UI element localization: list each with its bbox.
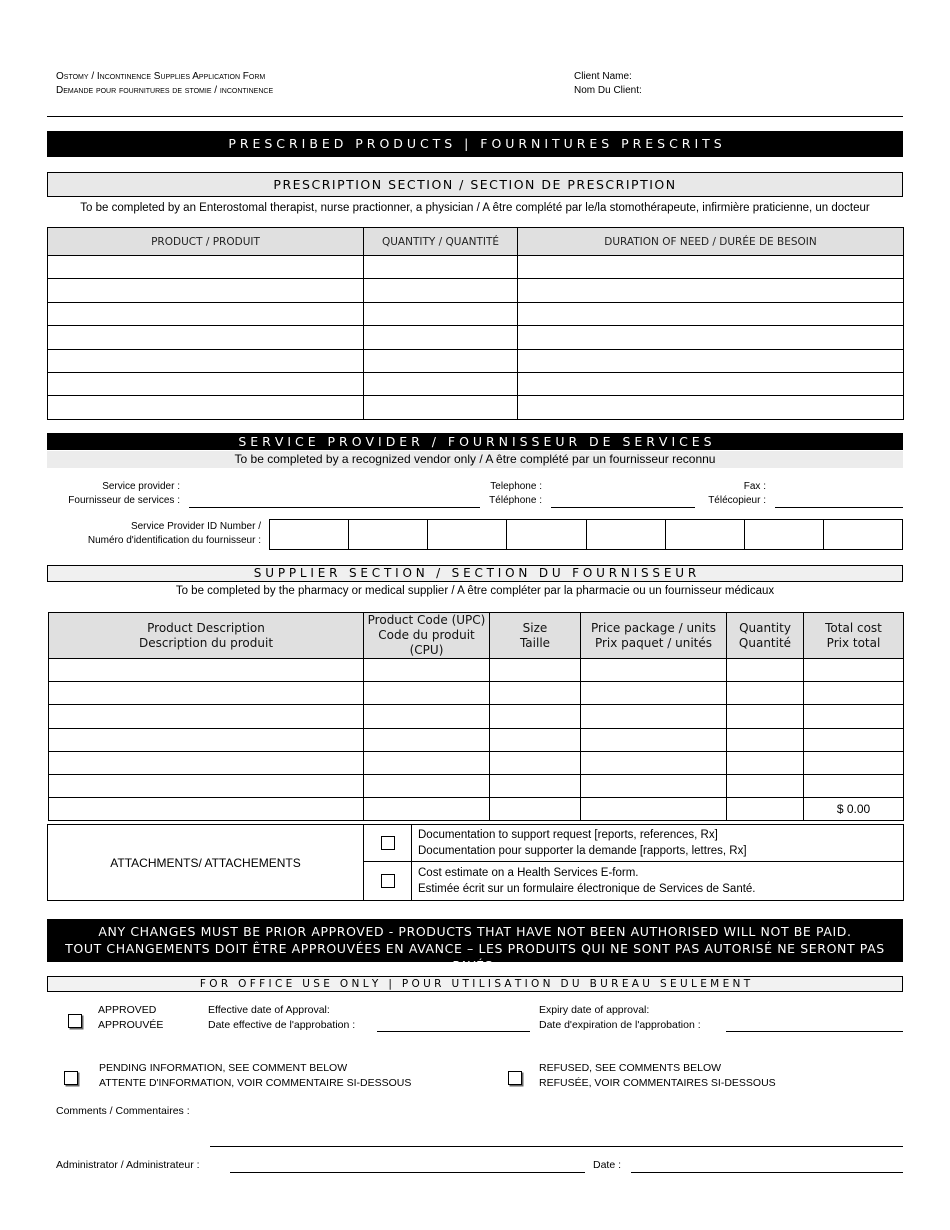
client-name-en: Client Name:: [574, 71, 632, 82]
supplier-cell[interactable]: [490, 798, 581, 821]
attachment-docs-fr: Documentation pour supporter la demande [rapports, lettres, Rx]: [418, 845, 747, 858]
provider-id-box[interactable]: [270, 520, 349, 550]
supplier-note: To be completed by the pharmacy or medical supplier / A être compléter par la pharmacie ou un fournisseur médicaux: [175, 585, 775, 597]
supplier-col-header-fr: Prix paquet / unités: [594, 635, 713, 650]
pending-checkbox[interactable]: [64, 1071, 78, 1085]
provider-id-box[interactable]: [349, 520, 428, 550]
supplier-col-header-fr: Prix total: [826, 635, 881, 650]
supplier-col-header-en: Quantity: [739, 620, 791, 635]
supplier-cell[interactable]: [49, 682, 364, 705]
prescription-quantity-cell[interactable]: [364, 349, 518, 372]
supplier-total-cell[interactable]: $ 0.00: [804, 798, 904, 821]
refused-checkbox[interactable]: [508, 1071, 522, 1085]
supplier-cell[interactable]: [364, 728, 490, 751]
effective-date-label: [208, 1003, 355, 1033]
form-title-en: Ostomy / Incontinence Supplies Application Form: [56, 71, 266, 82]
service-provider-label-fr: Fournisseur de services :: [68, 495, 180, 506]
supplier-cell[interactable]: [727, 659, 804, 682]
supplier-row: [49, 798, 904, 821]
attachment-docs-text: [412, 825, 904, 862]
supplier-cell[interactable]: [49, 774, 364, 797]
provider-id-label: [40, 520, 261, 548]
pending-label-fr: ATTENTE D'INFORMATION, VOIR COMMENTAIRE SI-DESSOUS: [99, 1077, 412, 1089]
supplier-cell[interactable]: [49, 751, 364, 774]
supplier-cell[interactable]: [804, 751, 904, 774]
supplier-col-header: [581, 613, 727, 659]
date-label: Date :: [593, 1159, 622, 1171]
prescription-quantity-cell[interactable]: [364, 256, 518, 279]
expiry-date-label: [539, 1003, 701, 1033]
prescription-quantity-cell[interactable]: [364, 396, 518, 419]
supplier-cell[interactable]: [581, 682, 727, 705]
supplier-cell[interactable]: [581, 659, 727, 682]
expiry-date-label-fr: Date d'expiration de l'approbation :: [539, 1019, 701, 1031]
supplier-cell[interactable]: [727, 751, 804, 774]
telephone-label-fr: Téléphone :: [489, 495, 542, 506]
provider-id-box[interactable]: [586, 520, 665, 550]
administrator-field[interactable]: [230, 1172, 585, 1173]
provider-id-boxes: [269, 519, 903, 550]
supplier-cell[interactable]: [490, 682, 581, 705]
expiry-date-field[interactable]: [726, 1031, 903, 1032]
supplier-cell[interactable]: [364, 798, 490, 821]
supplier-row: [49, 751, 904, 774]
supplier-cell[interactable]: [490, 659, 581, 682]
form-title: [56, 70, 273, 98]
supplier-cell[interactable]: [727, 728, 804, 751]
attachment-estimate-en: Cost estimate on a Health Services E-form.: [418, 867, 639, 880]
prescription-duration-cell[interactable]: [518, 396, 904, 419]
prescription-product-cell[interactable]: [48, 256, 364, 279]
refused-label: [539, 1061, 776, 1091]
supplier-cell[interactable]: [364, 774, 490, 797]
supplier-cell[interactable]: [49, 705, 364, 728]
warning-en: ANY CHANGES MUST BE PRIOR APPROVED - PRODUCTS THAT HAVE NOT BEEN AUTHORISED WILL NOT BE PAID.: [98, 924, 852, 939]
supplier-cell[interactable]: [804, 705, 904, 728]
supplier-cell[interactable]: [49, 659, 364, 682]
expiry-date-label-en: Expiry date of approval:: [539, 1004, 650, 1016]
client-name-fr: Nom Du Client:: [574, 85, 642, 96]
supplier-cell[interactable]: [581, 728, 727, 751]
attachment-estimate-fr: Estimée écrit sur un formulaire électronique de Services de Santé.: [418, 883, 756, 896]
supplier-cell[interactable]: [727, 705, 804, 728]
approved-label-en: APPROVED: [98, 1004, 157, 1016]
supplier-cell[interactable]: [581, 705, 727, 728]
supplier-col-header-fr: Taille: [519, 635, 551, 650]
effective-date-field[interactable]: [377, 1031, 530, 1032]
supplier-row: [49, 659, 904, 682]
supplier-row: [49, 728, 904, 751]
supplier-col-header-en: Price package / units: [591, 620, 716, 635]
supplier-cell[interactable]: [727, 774, 804, 797]
supplier-cell[interactable]: [581, 774, 727, 797]
supplier-col-header-en: Product Code (UPC): [367, 613, 486, 627]
prior-approval-warning: [47, 919, 903, 973]
supplier-cell[interactable]: [804, 659, 904, 682]
supplier-col-header-en: Total cost: [825, 620, 882, 635]
prescription-duration-cell[interactable]: [518, 326, 904, 349]
approved-checkbox[interactable]: [68, 1014, 82, 1028]
prescription-product-cell[interactable]: [48, 326, 364, 349]
supplier-col-header-en: Product Description: [147, 620, 265, 635]
prescribed-products-banner: P R E S C R I B E D P R O D U C T S | F O U R N I T U R E S P R E S C R I T S: [47, 131, 903, 157]
prescription-note: To be completed by an Enterostomal therapist, nurse practionner, a physician / A être complété par le/la stomothérapeute, infirmière praticienne, un docteur: [80, 202, 870, 214]
date-field[interactable]: [631, 1172, 903, 1173]
supplier-cell[interactable]: [727, 798, 804, 821]
provider-id-box[interactable]: [744, 520, 823, 550]
pending-label-en: PENDING INFORMATION, SEE COMMENT BELOW: [99, 1062, 348, 1074]
prescription-duration-cell[interactable]: [518, 372, 904, 395]
effective-date-label-en: Effective date of Approval:: [208, 1004, 330, 1016]
prescription-quantity-cell[interactable]: [364, 279, 518, 302]
attachment-estimate-text: [412, 862, 904, 901]
supplier-col-header: [49, 613, 364, 659]
supplier-table: [48, 612, 904, 821]
approved-label-fr: APPROUVÉE: [98, 1019, 164, 1031]
supplier-cell[interactable]: [490, 774, 581, 797]
prescription-row: [48, 279, 904, 302]
supplier-cell[interactable]: [364, 682, 490, 705]
administrator-label: Administrator / Administrateur :: [56, 1159, 200, 1171]
prescription-quantity-cell[interactable]: [364, 302, 518, 325]
form-title-fr: Demande pour fournitures de stomie / incontinence: [56, 85, 274, 96]
attachment-docs-cell: [364, 825, 412, 862]
telephone-label: [432, 480, 542, 508]
prescription-quantity-cell[interactable]: [364, 372, 518, 395]
service-provider-banner: S E R V I C E P R O V I D E R / F O U R N I S S E U R D E S E R V I C E S: [47, 433, 903, 450]
attachment-docs-checkbox[interactable]: [381, 836, 395, 850]
attachment-estimate-checkbox[interactable]: [381, 874, 395, 888]
warning-fr: TOUT CHANGEMENTS DOIT ÊTRE APPROUVÉES EN AVANCE – LES PRODUITS QUI NE SONT PAS AUTORISÉ NE SERONT PAS PAYÉS.: [65, 941, 885, 973]
supplier-row: [49, 774, 904, 797]
fax-label-fr: Télécopieur :: [708, 495, 766, 506]
comments-label: Comments / Commentaires :: [56, 1105, 190, 1117]
office-use-title: F O R O F F I C E U S E O N L Y | P O U R U T I L I S A T I O N D U B U R E A U S E U L E M E N T: [47, 976, 903, 992]
supplier-col-header-en: Size: [522, 620, 548, 635]
attachments-table: [47, 824, 904, 901]
prescription-table: [47, 227, 904, 420]
client-name-label: [574, 70, 642, 98]
service-provider-label-en: Service provider :: [102, 481, 180, 492]
attachment-estimate-cell: [364, 862, 412, 901]
supplier-col-header-fr: Code du produit (CPU): [378, 628, 475, 657]
supplier-cell[interactable]: [804, 774, 904, 797]
supplier-col-header: [727, 613, 804, 659]
prescription-product-cell[interactable]: [48, 349, 364, 372]
supplier-cell[interactable]: [364, 659, 490, 682]
provider-id-box[interactable]: [665, 520, 744, 550]
provider-id-box[interactable]: [428, 520, 507, 550]
service-provider-label: [40, 480, 180, 508]
prescription-duration-cell[interactable]: [518, 302, 904, 325]
supplier-row: [49, 682, 904, 705]
supplier-cell[interactable]: [804, 682, 904, 705]
prescription-duration-cell[interactable]: [518, 349, 904, 372]
supplier-col-header-fr: Description du produit: [138, 635, 274, 650]
prescription-row: [48, 326, 904, 349]
col-product: PRODUCT / PRODUIT: [48, 228, 364, 256]
effective-date-label-fr: Date effective de l'approbation :: [208, 1019, 356, 1031]
header-divider: [47, 116, 903, 117]
prescription-row: [48, 349, 904, 372]
supplier-col-header: [804, 613, 904, 659]
supplier-cell[interactable]: [364, 705, 490, 728]
prescription-duration-cell[interactable]: [518, 279, 904, 302]
prescription-row: [48, 302, 904, 325]
fax-field[interactable]: [775, 507, 903, 508]
supplier-row: [49, 705, 904, 728]
refused-label-fr: REFUSÉE, VOIR COMMENTAIRES SI-DESSOUS: [539, 1077, 776, 1089]
prescription-product-cell[interactable]: [48, 372, 364, 395]
pending-label: [99, 1061, 411, 1091]
supplier-cell[interactable]: [49, 798, 364, 821]
provider-id-box[interactable]: [823, 520, 902, 550]
supplier-cell[interactable]: [581, 751, 727, 774]
prescription-row: [48, 256, 904, 279]
fax-label: [646, 480, 766, 508]
supplier-col-header-fr: Quantité: [738, 635, 792, 650]
col-duration: DURATION OF NEED / DURÉE DE BESOIN: [518, 228, 904, 256]
prescription-section-title: PRESCRIPTION SECTION / SECTION DE PRESCRIPTION: [47, 172, 903, 197]
telephone-label-en: Telephone :: [490, 481, 542, 492]
approved-label: [98, 1003, 163, 1033]
prescription-duration-cell[interactable]: [518, 256, 904, 279]
supplier-cell[interactable]: [490, 751, 581, 774]
supplier-cell[interactable]: [581, 798, 727, 821]
supplier-cell[interactable]: [804, 728, 904, 751]
comments-field[interactable]: [210, 1146, 903, 1147]
fax-label-en: Fax :: [743, 481, 766, 492]
prescription-product-cell[interactable]: [48, 302, 364, 325]
prescription-product-cell[interactable]: [48, 279, 364, 302]
prescription-quantity-cell[interactable]: [364, 326, 518, 349]
supplier-col-header: [364, 613, 490, 659]
prescription-product-cell[interactable]: [48, 396, 364, 419]
prescription-row: [48, 396, 904, 419]
attachments-label: ATTACHMENTS/ ATTACHEMENTS: [48, 825, 364, 901]
provider-id-label-en: Service Provider ID Number /: [130, 521, 261, 532]
attachment-docs-en: Documentation to support request [reports, references, Rx]: [418, 829, 718, 842]
col-quantity: QUANTITY / QUANTITÉ: [364, 228, 518, 256]
supplier-cell[interactable]: [49, 728, 364, 751]
supplier-cell[interactable]: [727, 682, 804, 705]
provider-id-label-fr: Numéro d'identification du fournisseur :: [87, 535, 261, 546]
supplier-cell[interactable]: [490, 705, 581, 728]
service-provider-note: To be completed by a recognized vendor only / A être complété par un fournisseur reconnu: [47, 451, 903, 468]
supplier-cell[interactable]: [364, 751, 490, 774]
refused-label-en: REFUSED, SEE COMMENTS BELOW: [539, 1062, 722, 1074]
prescription-row: [48, 372, 904, 395]
supplier-col-header: [490, 613, 581, 659]
supplier-cell[interactable]: [490, 728, 581, 751]
supplier-section-title: S U P P L I E R S E C T I O N / S E C T I O N D U F O U R N I S S E U R: [47, 565, 903, 582]
provider-id-box[interactable]: [507, 520, 586, 550]
